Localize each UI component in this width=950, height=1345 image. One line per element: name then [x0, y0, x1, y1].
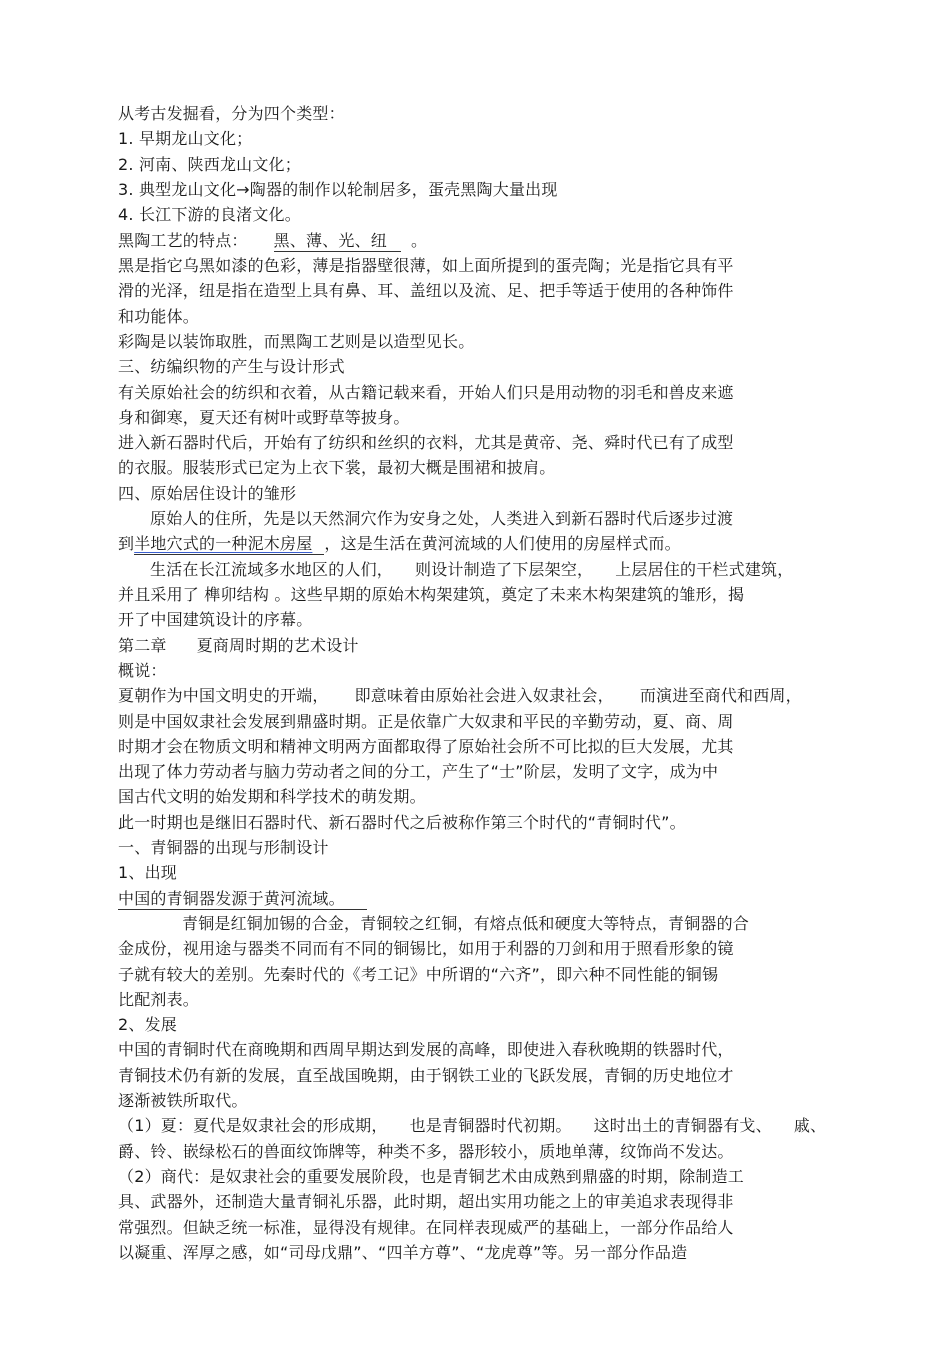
paragraph-line: 以凝重、浑厚之感，如“司母戊鼎”、“四羊方尊”、“龙虎尊”等。另一部分作品造 — [118, 1243, 688, 1262]
paragraph-line — [118, 686, 878, 706]
paragraph-line — [118, 1116, 878, 1136]
period-mark: 。 — [411, 231, 428, 250]
text-fragment: 戚、 — [793, 1116, 827, 1135]
section-heading: 三、纺编织物的产生与设计形式 — [118, 357, 345, 376]
paragraph-line: 出现了体力劳动者与脑力劳动者之间的分工，产生了“士”阶层，发明了文字，成为中 — [118, 762, 719, 781]
fill-blank — [274, 231, 401, 252]
text-fragment: 夏朝作为中国文明史的开端， — [118, 686, 329, 705]
paragraph-line: 的衣服。服装形式已定为上衣下裳，最初大概是围裙和披肩。 — [118, 458, 556, 477]
paragraph-line: 常强烈。但缺乏统一标准，显得没有规律。在同样表现威严的基础上，一部分作品给人 — [118, 1218, 734, 1237]
text-fragment: 这时出土的青铜器有戈、 — [593, 1116, 772, 1135]
paragraph-line: 彩陶是以装饰取胜，而黑陶工艺则是以造型见长。 — [118, 332, 475, 351]
list-item: 2. 河南、陕西龙山文化； — [118, 155, 301, 174]
text-fragment: 也是青铜器时代初期。 — [409, 1116, 572, 1135]
subsection-heading: 2、发展 — [118, 1015, 177, 1034]
paragraph-line: 比配剂表。 — [118, 990, 200, 1009]
paragraph-line: 开了中国建筑设计的序幕。 — [118, 610, 313, 629]
text-fragment: （1）夏：夏代是奴隶社会的形成期， — [118, 1116, 388, 1135]
paragraph-line: 时期才会在物质文明和精神文明两方面都取得了原始社会所不可比拟的巨大发展，尤其 — [118, 737, 734, 756]
paragraph-line: 逐渐被铁所取代。 — [118, 1091, 248, 1110]
paragraph-line — [118, 560, 910, 580]
fill-blank — [134, 534, 324, 555]
text-fragment: 到 — [118, 534, 135, 553]
paragraph-line: 青铜技术仍有新的发展，直至战国晚期，由于钢铁工业的飞跃发展，青铜的历史地位才 — [118, 1066, 734, 1085]
chapter-number: 第二章 — [118, 636, 167, 655]
paragraph-line: 有关原始社会的纺织和衣着，从古籍记载来看，开始人们只是用动物的羽毛和兽皮来遮 — [118, 383, 734, 402]
paragraph-line: 并且采用了 榫卯结构 。这些早期的原始木构架建筑，奠定了未来木构架建筑的雏形，揭 — [118, 585, 745, 604]
paragraph-line: 原始人的住所，先是以天然洞穴作为安身之处，人类进入到新石器时代后逐步过渡 — [150, 509, 734, 528]
fill-label: 黑陶工艺的特点： — [118, 231, 248, 250]
paragraph-line: 此一时期也是继旧石器时代、新石器时代之后被称作第三个时代的“青铜时代”。 — [118, 813, 686, 832]
chapter-heading — [118, 636, 878, 656]
subsection-heading: 1、出现 — [118, 863, 177, 882]
text-fragment: 而演进至商代和西周， — [639, 686, 802, 705]
paragraph-line: 子就有较大的差别。先秦时代的《考工记》中所谓的“六齐”，即六种不同性能的铜锡 — [118, 965, 719, 984]
paragraph-line: 则是中国奴隶社会发展到鼎盛时期。正是依靠广大奴隶和平民的辛勤劳动，夏、商、周 — [118, 712, 734, 731]
paragraph-line: 具、武器外，还制造大量青铜礼乐器，此时期，超出实用功能之上的审美追求表现得非 — [118, 1192, 734, 1211]
section-heading: 一、青铜器的出现与形制设计 — [118, 838, 329, 857]
list-item: 4. 长江下游的良渚文化。 — [118, 205, 301, 224]
list-item: 1. 早期龙山文化； — [118, 129, 253, 148]
paragraph-line: 金成份，视用途与器类不同而有不同的铜锡比，如用于利器的刀剑和用于照看形象的镜 — [118, 939, 734, 958]
blank-answer: 中国的青铜器发源于黄河流域。 — [118, 889, 345, 908]
paragraph-line — [118, 534, 878, 555]
text-fragment: 则设计制造了下层架空， — [415, 560, 594, 579]
paragraph-line: 进入新石器时代后，开始有了纺织和丝织的衣料，尤其是黄帝、尧、舜时代已有了成型 — [118, 433, 734, 452]
text-fragment: 即意味着由原始社会进入奴隶社会， — [354, 686, 614, 705]
fill-blank — [118, 889, 367, 910]
paragraph-line: 滑的光泽，纽是指在造型上具有鼻、耳、盖纽以及流、足、把手等适于使用的各种饰件 — [118, 281, 734, 300]
paragraph-line — [118, 889, 878, 910]
paragraph-line: 身和御寒，夏天还有树叶或野草等披身。 — [118, 408, 410, 427]
paragraph-line: 黑是指它乌黑如漆的色彩，薄是指器壁很薄，如上面所提到的蛋壳陶；光是指它具有平 — [118, 256, 734, 275]
paragraph-line: 爵、铃、嵌绿松石的兽面纹饰牌等，种类不多，器形较小，质地单薄，纹饰尚不发达。 — [118, 1142, 734, 1161]
text-fragment: ，这是生活在黄河流域的人们使用的房屋样式而。 — [324, 534, 681, 553]
chapter-title: 夏商周时期的艺术设计 — [196, 636, 359, 655]
section-heading: 概说： — [118, 661, 167, 680]
paragraph-line: 中国的青铜时代在商晚期和西周早期达到发展的高峰，即使进入春秋晚期的铁器时代， — [118, 1040, 734, 1059]
paragraph-line: （2）商代：是奴隶社会的重要发展阶段，也是青铜艺术由成熟到鼎盛的时期，除制造工 — [118, 1167, 744, 1186]
paragraph-line: 青铜是红铜加锡的合金，青铜较之红铜，有熔点低和硬度大等特点，青铜器的合 — [182, 914, 750, 933]
text-line: 从考古发掘看，分为四个类型： — [118, 104, 345, 123]
paragraph-line: 国古代文明的始发期和科学技术的萌发期。 — [118, 787, 426, 806]
list-item: 3. 典型龙山文化→陶器的制作以轮制居多，蛋壳黑陶大量出现 — [118, 180, 558, 199]
blank-answer: 半地穴式的一种泥木房屋 — [134, 534, 313, 553]
section-heading: 四、原始居住设计的雏形 — [118, 484, 297, 503]
blank-answer: 黑、薄、光、纽 — [273, 231, 388, 250]
text-fragment: 生活在长江流域多水地区的人们， — [150, 560, 394, 579]
text-fragment: 上层居住的干栏式建筑， — [615, 560, 794, 579]
paragraph-line: 和功能体。 — [118, 307, 200, 326]
text-line — [118, 231, 878, 252]
